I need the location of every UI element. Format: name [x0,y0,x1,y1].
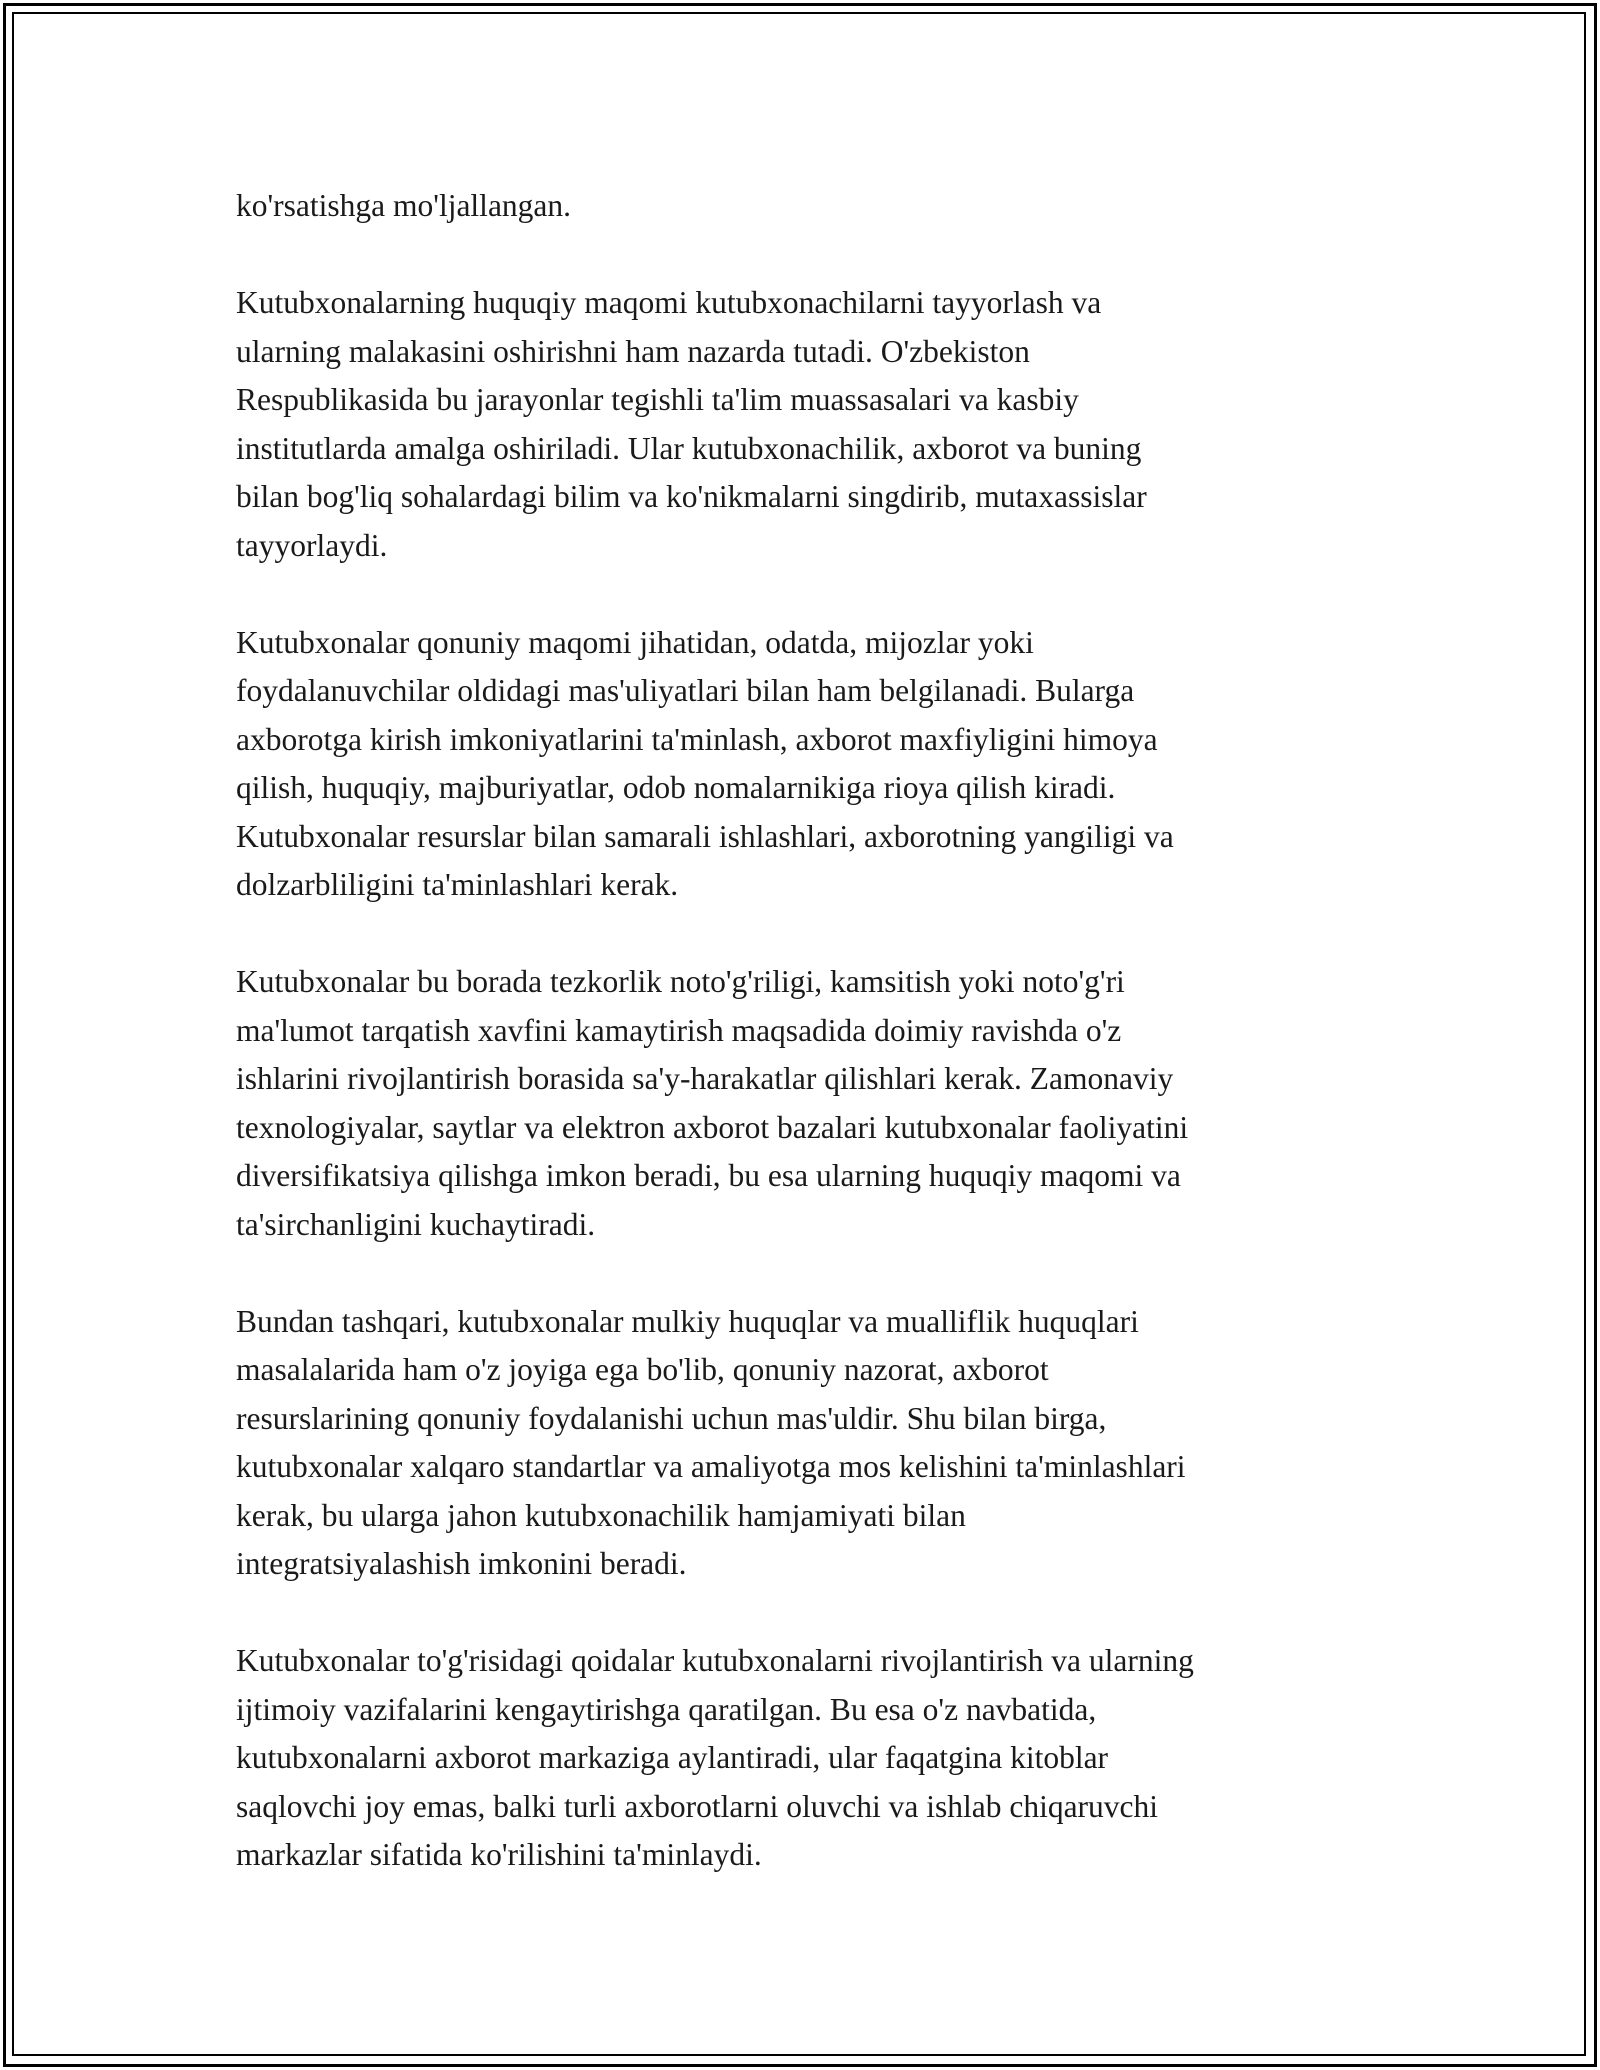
text-line: Kutubxonalar resurslar bilan samarali ishlashlari, axborotning yangiligi va [236,818,1174,854]
document-body [236,182,1386,1928]
text-line: institutlarda amalga oshiriladi. Ular kutubxonachilik, axborot va buning [236,430,1142,466]
paragraph-1 [236,182,1386,231]
paragraph-2 [236,279,1386,570]
paragraph-3 [236,619,1386,910]
text-line: ta'sirchanligini kuchaytiradi. [236,1206,596,1242]
paragraph-4 [236,958,1386,1249]
text-line: Kutubxonalar to'g'risidagi qoidalar kutubxonalarni rivojlantirish va ularning [236,1643,1194,1678]
text-line: ularning malakasini oshirishni ham nazarda tutadi. O'zbekiston [236,333,1030,369]
text-line: Respublikasida bu jarayonlar tegishli ta'lim muassasalari va kasbiy [236,382,1079,417]
text-line: Kutubxonalarning huquqiy maqomi kutubxonachilarni tayyorlash va [236,285,1102,320]
text-line: texnologiyalar, saytlar va elektron axborot bazalari kutubxonalar faoliyatini [236,1109,1189,1145]
text-line: Bundan tashqari, kutubxonalar mulkiy huquqlar va mualliflik huquqlari [236,1303,1139,1339]
text-line: saqlovchi joy emas, balki turli axborotlarni oluvchi va ishlab chiqaruvchi [236,1788,1159,1824]
text-line: axborotga kirish imkoniyatlarini ta'minlash, axborot maxfiyligini himoya [236,721,1158,757]
text-line: bilan bog'liq sohalardagi bilim va ko'nikmalarni singdirib, mutaxassislar [236,479,1147,514]
text-line: resurslarining qonuniy foydalanishi uchun mas'uldir. Shu bilan birga, [236,1400,1107,1436]
text-line: integratsiyalashish imkonini beradi. [236,1546,687,1581]
text-line: kerak, bu ularga jahon kutubxonachilik hamjamiyati bilan [236,1497,966,1533]
text-line: markazlar sifatida ko'rilishini ta'minlaydi. [236,1837,762,1872]
text-line: tayyorlaydi. [236,527,388,563]
text-line: Kutubxonalar qonuniy maqomi jihatidan, odatda, mijozlar yoki [236,624,1034,660]
text-line: ko'rsatishga mo'ljallangan. [236,188,572,223]
text-line: ijtimoiy vazifalarini kengaytirishga qaratilgan. Bu esa o'z navbatida, [236,1691,1097,1727]
text-line: dolzarbliligini ta'minlashlari kerak. [236,867,679,902]
text-line: qilish, huquqiy, majburiyatlar, odob nomalarnikiga rioya qilish kiradi. [236,770,1116,805]
paragraph-5 [236,1298,1386,1589]
text-line: masalalarida ham o'z joyiga ega bo'lib, qonuniy nazorat, axborot [236,1352,1049,1387]
text-line: kutubxonalarni axborot markaziga aylantiradi, ular faqatgina kitoblar [236,1740,1109,1775]
text-line: kutubxonalar xalqaro standartlar va amaliyotga mos kelishini ta'minlashlari [236,1449,1186,1484]
paragraph-6 [236,1637,1386,1880]
text-line: ishlarini rivojlantirish borasida sa'y-harakatlar qilishlari kerak. Zamonaviy [236,1061,1174,1096]
text-line: ma'lumot tarqatish xavfini kamaytirish maqsadida doimiy ravishda o'z [236,1012,1122,1048]
text-line: Kutubxonalar bu borada tezkorlik noto'g'riligi, kamsitish yoki noto'g'ri [236,964,1125,999]
text-line: foydalanuvchilar oldidagi mas'uliyatlari bilan ham belgilanadi. Bularga [236,673,1135,708]
text-line: diversifikatsiya qilishga imkon beradi, bu esa ularning huquqiy maqomi va [236,1158,1181,1193]
